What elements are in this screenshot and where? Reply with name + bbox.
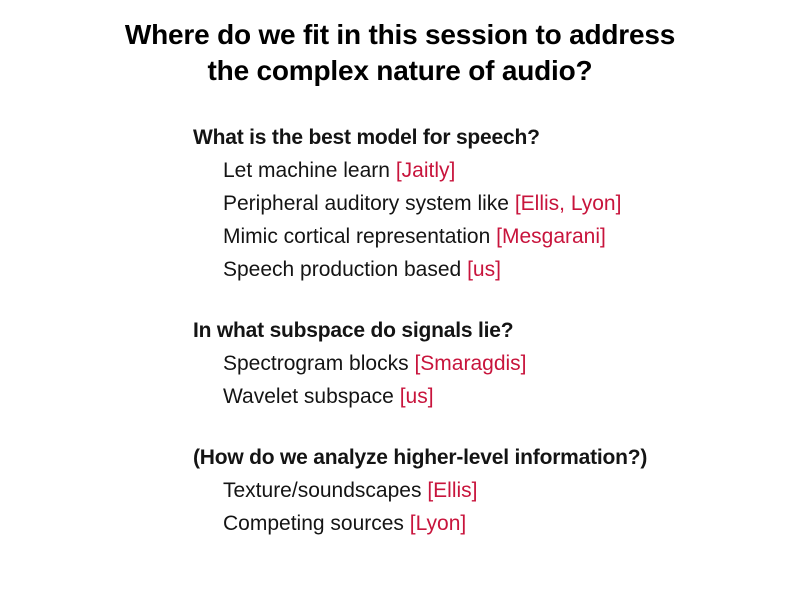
list-item bbox=[193, 507, 760, 540]
section bbox=[193, 121, 760, 286]
item-citation: [us] bbox=[467, 258, 501, 281]
item-citation: [Jaitly] bbox=[395, 159, 456, 182]
section-heading: (How do we analyze higher-level information?) bbox=[193, 446, 648, 469]
slide-title-line-1: Where do we fit in this session to address bbox=[124, 19, 676, 50]
item-citation: [Smaragdis] bbox=[414, 352, 527, 375]
item-citation: [Ellis] bbox=[427, 479, 478, 502]
list-item bbox=[193, 380, 760, 413]
list-item bbox=[193, 474, 760, 507]
slide-body bbox=[193, 121, 760, 540]
item-text: Mimic cortical representation bbox=[223, 225, 491, 248]
section-heading: What is the best model for speech? bbox=[193, 126, 540, 149]
section-heading: In what subspace do signals lie? bbox=[193, 319, 514, 342]
list-item bbox=[193, 154, 760, 187]
list-item bbox=[193, 253, 760, 286]
item-text: Speech production based bbox=[223, 258, 462, 281]
item-text: Spectrogram blocks bbox=[223, 352, 409, 375]
item-citation: [us] bbox=[399, 385, 434, 408]
slide-title bbox=[0, 17, 800, 89]
section bbox=[193, 441, 760, 540]
item-text: Let machine learn bbox=[223, 159, 390, 182]
slide-title-line-2: the complex nature of audio? bbox=[207, 55, 593, 86]
item-citation: [Lyon] bbox=[409, 512, 467, 535]
list-item bbox=[193, 347, 760, 380]
list-item bbox=[193, 187, 760, 220]
list-item bbox=[193, 220, 760, 253]
section bbox=[193, 314, 760, 413]
item-text: Wavelet subspace bbox=[223, 385, 394, 408]
item-text: Competing sources bbox=[223, 512, 404, 535]
item-citation: [Ellis, Lyon] bbox=[514, 192, 622, 215]
item-text: Peripheral auditory system like bbox=[223, 192, 509, 215]
item-text: Texture/soundscapes bbox=[223, 479, 422, 502]
item-citation: [Mesgarani] bbox=[496, 225, 606, 248]
